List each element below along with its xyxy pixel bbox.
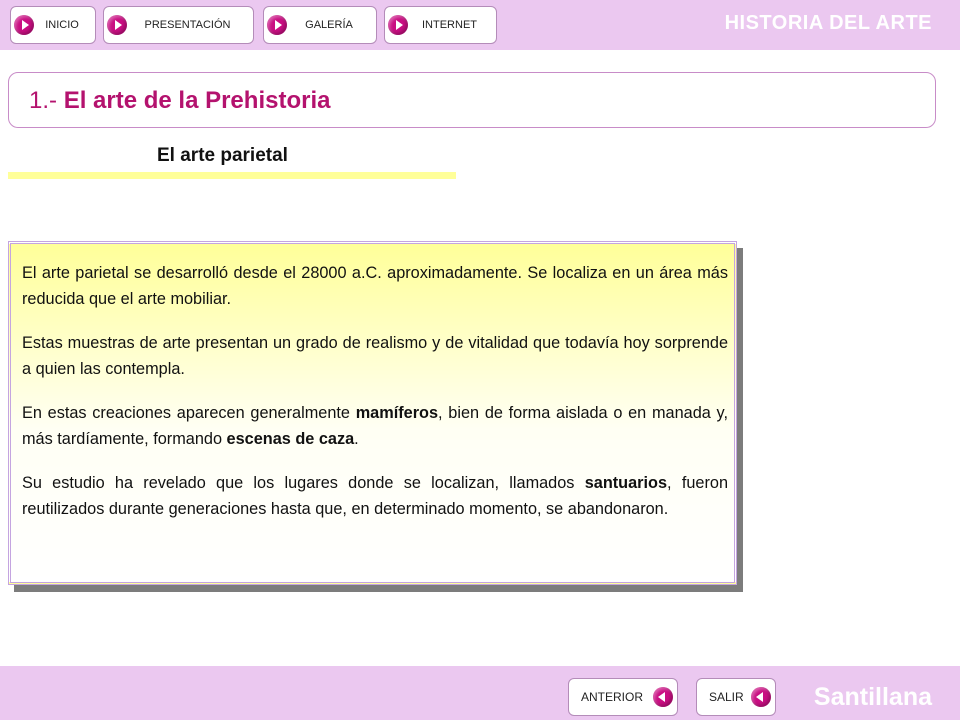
paragraph-3 xyxy=(22,400,728,452)
page-title xyxy=(29,87,330,115)
nav-label-internet: INTERNET xyxy=(422,19,477,31)
nav-label-presentacion: PRESENTACIÓN xyxy=(144,19,231,31)
keyword-mamiferos: mamíferos xyxy=(355,404,439,422)
paragraph-1: El arte parietal se desarrolló desde el 28000 a.C. aproximadamente. Se localiza en un área más reducida que el arte mobiliar. xyxy=(22,264,728,308)
keyword-santuarios: santuarios xyxy=(584,474,668,492)
nav-button-galeria[interactable] xyxy=(263,6,377,44)
paragraph-2: Estas muestras de arte presentan un grado de realismo y de vitalidad que todavía hoy sorprende a quien las contempla. xyxy=(22,334,728,378)
nav-label-galeria: GALERÍA xyxy=(305,19,353,31)
title-text: El arte de la Prehistoria xyxy=(63,87,331,114)
paragraph-4 xyxy=(22,470,728,522)
paragraph-4-text: Su estudio ha revelado que los lugares donde se localizan, llamados xyxy=(22,474,585,492)
page-title-box xyxy=(8,72,936,128)
site-title: HISTORIA DEL ARTE xyxy=(724,12,932,34)
exit-label: SALIR xyxy=(709,690,744,704)
paragraph-3-end: . xyxy=(354,430,359,448)
paragraph-3-text: En estas creaciones aparecen generalmente xyxy=(22,404,356,422)
publisher-logo: Santillana xyxy=(813,683,932,711)
keyword-escenas-de-caza: escenas de caza xyxy=(226,430,355,448)
section-subtitle: El arte parietal xyxy=(157,145,288,166)
previous-label: ANTERIOR xyxy=(581,690,644,704)
back-arrow-icon xyxy=(751,687,771,707)
nav-button-inicio[interactable] xyxy=(10,6,96,44)
title-number: 1.- xyxy=(29,87,58,114)
subtitle-underline xyxy=(8,172,456,179)
paragraph-3-text: , bien de forma aislada o en manada y, más tardíamente, formando xyxy=(22,404,728,448)
exit-button[interactable] xyxy=(696,678,776,716)
previous-button[interactable] xyxy=(568,678,678,716)
nav-button-presentacion[interactable] xyxy=(103,6,254,44)
paragraph-4-text: , fueron reutilizados durante generaciones hasta que, en determinado momento, se abandonaron. xyxy=(22,474,728,518)
back-arrow-icon xyxy=(653,687,673,707)
content-card xyxy=(8,241,737,585)
nav-label-inicio: INICIO xyxy=(45,19,79,31)
nav-button-internet[interactable] xyxy=(384,6,497,44)
